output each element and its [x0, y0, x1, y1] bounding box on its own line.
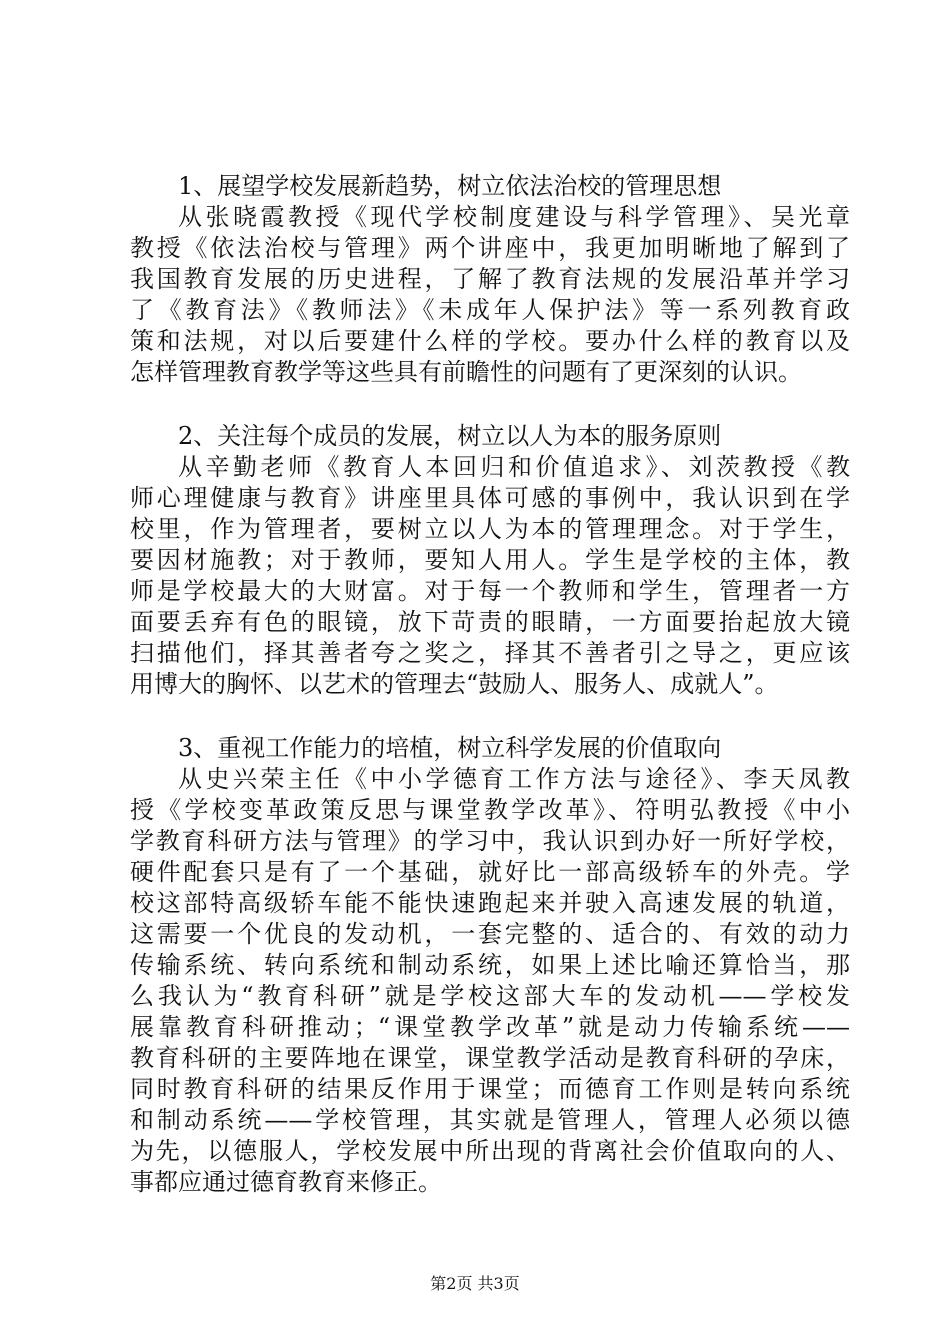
paragraph-line: 校里，作为管理者，要树立以人为本的管理理念。对于学生，: [130, 515, 850, 543]
paragraph-line: 么我认为“教育科研”就是学校这部大车的发动机——学校发: [130, 982, 850, 1010]
paragraph-line: 校这部特高级轿车能不能快速跑起来并驶入高速发展的轨道，: [130, 889, 850, 917]
paragraph-line: 师心理健康与教育》讲座里具体可感的事例中，我认识到在学: [130, 484, 850, 512]
section-heading: 3、重视工作能力的培植，树立科学发展的价值取向: [178, 734, 722, 762]
paragraph-line: 怎样管理教育教学等这些具有前瞻性的问题有了更深刻的认识。: [130, 358, 802, 386]
paragraph-line: 学教育科研方法与管理》的学习中，我认识到办好一所好学校，: [130, 827, 850, 855]
section-2: [130, 421, 850, 700]
paragraph-line: 面要丢弃有色的眼镜，放下苛责的眼睛，一方面要抬起放大镜: [130, 608, 850, 636]
paragraph-line: 授《学校变革政策反思与课堂教学改革》、符明弘教授《中小: [130, 796, 850, 824]
document-body: [130, 171, 850, 1198]
paragraph-line: 从史兴荣主任《中小学德育工作方法与途径》、李天凤教: [178, 765, 850, 793]
paragraph-line: 和制动系统——学校管理，其实就是管理人，管理人必须以德: [130, 1106, 850, 1134]
paragraph-line: 要因材施教；对于教师，要知人用人。学生是学校的主体，教: [130, 546, 850, 574]
section-heading: 2、关注每个成员的发展，树立以人为本的服务原则: [178, 422, 722, 450]
section-1: [130, 171, 850, 388]
paragraph-line: 策和法规，对以后要建什么样的学校。要办什么样的教育以及: [130, 327, 850, 355]
paragraph-line: 教育科研的主要阵地在课堂，课堂教学活动是教育科研的孕床，: [130, 1044, 850, 1072]
paragraph-line: 我国教育发展的历史进程，了解了教育法规的发展沿革并学习: [130, 265, 850, 293]
paragraph-line: 为先，以德服人，学校发展中所出现的背离社会价值取向的人、: [130, 1137, 850, 1165]
paragraph-line: 事都应通过德育教育来修正。: [130, 1168, 442, 1196]
paragraph-line: 展靠教育科研推动；“课堂教学改革”就是动力传输系统——: [130, 1013, 850, 1041]
paragraph-line: 了《教育法》《教师法》《未成年人保护法》等一系列教育政: [130, 296, 850, 324]
page-footer: 第2页 共3页: [430, 1274, 520, 1293]
paragraph-line: 用博大的胸怀、以艺术的管理去“鼓励人、服务人、成就人”。: [130, 670, 779, 698]
paragraph-line: 从辛勤老师《教育人本回归和价值追求》、刘茨教授《教: [178, 453, 850, 481]
section-3: [130, 733, 850, 1198]
paragraph-line: 师是学校最大的大财富。对于每一个教师和学生，管理者一方: [130, 577, 850, 605]
paragraph-line: 从张晓霞教授《现代学校制度建设与科学管理》、吴光章: [178, 203, 850, 231]
paragraph-line: 硬件配套只是有了一个基础，就好比一部高级轿车的外壳。学: [130, 858, 850, 886]
paragraph-line: 同时教育科研的结果反作用于课堂；而德育工作则是转向系统: [130, 1075, 850, 1103]
paragraph-line: 扫描他们，择其善者夸之奖之，择其不善者引之导之，更应该: [130, 639, 850, 667]
section-heading: 1、展望学校发展新趋势，树立依法治校的管理思想: [178, 172, 722, 200]
paragraph-line: 传输系统、转向系统和制动系统，如果上述比喻还算恰当，那: [130, 951, 850, 979]
paragraph-line: 教授《依法治校与管理》两个讲座中，我更加明晰地了解到了: [130, 234, 850, 262]
paragraph-line: 这需要一个优良的发动机，一套完整的、适合的、有效的动力: [130, 920, 850, 948]
